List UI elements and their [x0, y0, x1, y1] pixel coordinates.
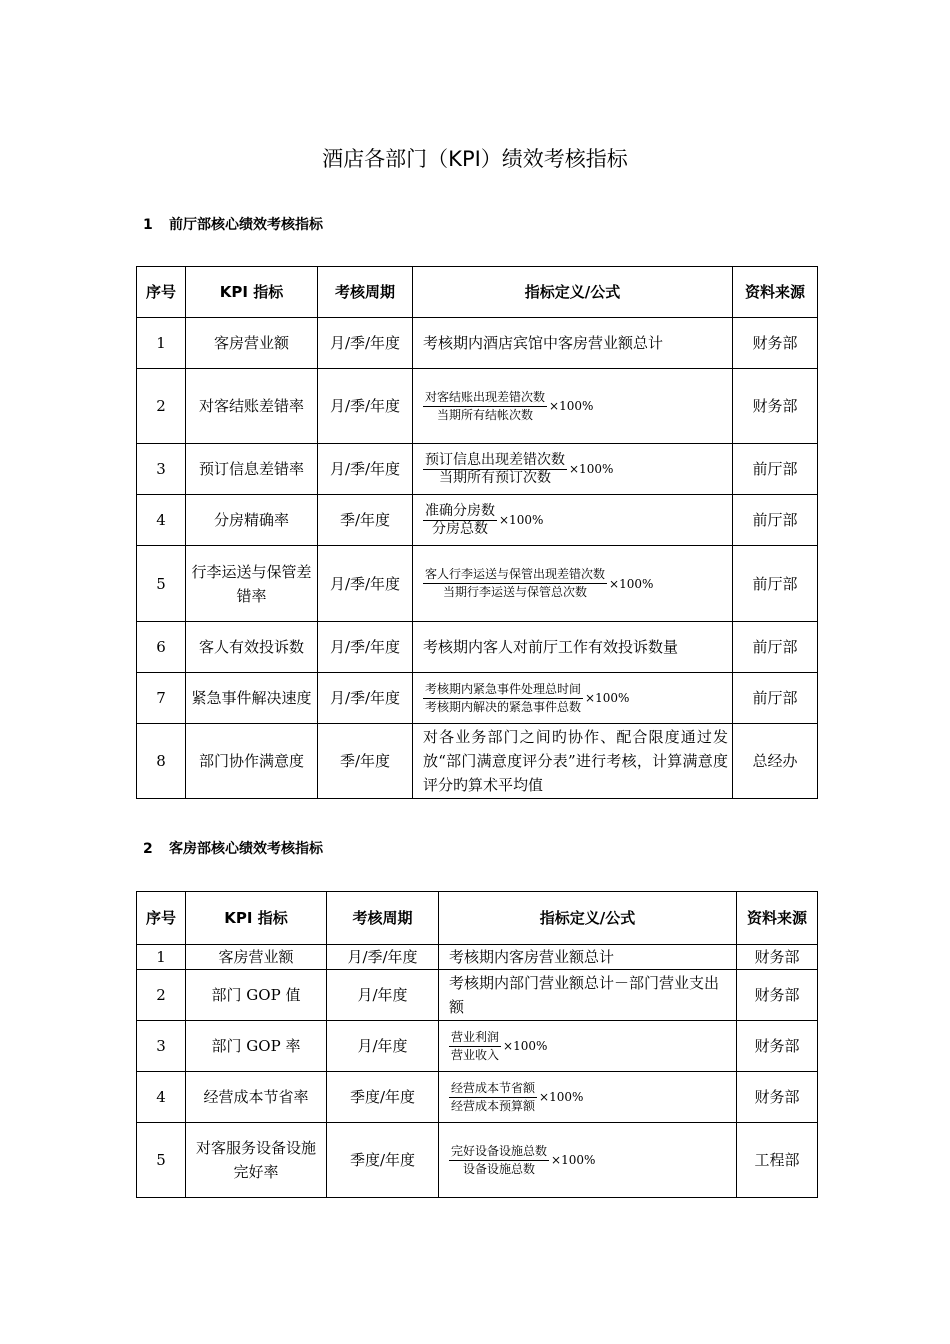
- row-formula: [439, 1123, 737, 1198]
- header-period: 考核周期: [327, 892, 439, 945]
- formula-denominator: 分房总数: [432, 520, 488, 537]
- formula-multiplier: ×100%: [499, 513, 544, 527]
- row-period: 月/年度: [327, 1021, 439, 1072]
- table-row: [137, 1123, 818, 1198]
- formula-multiplier: ×100%: [503, 1039, 548, 1053]
- header-no: 序号: [137, 892, 186, 945]
- row-period: 月/季/年度: [318, 546, 413, 622]
- table-row: [137, 444, 818, 495]
- formula-numerator: 营业利润: [449, 1029, 501, 1047]
- row-no: 7: [137, 673, 186, 724]
- section-title: 客房部核心绩效考核指标: [169, 841, 323, 857]
- table-row: [137, 1021, 818, 1072]
- row-source: 财务部: [737, 945, 818, 970]
- row-no: 8: [137, 724, 186, 799]
- row-kpi: 紧急事件解决速度: [186, 673, 318, 724]
- table-row: [137, 673, 818, 724]
- row-kpi: 部门协作满意度: [186, 724, 318, 799]
- header-source: 资料来源: [737, 892, 818, 945]
- page-title: 酒店各部门（KPI）绩效考核指标: [322, 147, 628, 171]
- row-period: 月/季/年度: [318, 444, 413, 495]
- formula-numerator: 对客结账出现差错次数: [423, 389, 547, 407]
- row-kpi: 部门 GOP 值: [186, 970, 327, 1021]
- row-formula: [413, 673, 733, 724]
- row-no: 3: [137, 444, 186, 495]
- row-source: 财务部: [733, 318, 818, 369]
- row-source: 总经办: [733, 724, 818, 799]
- formula-multiplier: ×100%: [539, 1090, 584, 1104]
- table-row: [137, 495, 818, 546]
- row-definition: 考核期内客人对前厅工作有效投诉数量: [413, 622, 733, 673]
- section-number: 2: [143, 841, 153, 857]
- row-formula: [413, 546, 733, 622]
- row-definition: 考核期内部门营业额总计－部门营业支出额: [439, 970, 737, 1021]
- formula-denominator: 当期行李运送与保管总次数: [443, 585, 588, 599]
- table-row: [137, 724, 818, 799]
- row-kpi: 行李运送与保管差错率: [186, 546, 318, 622]
- row-period: 季/年度: [318, 724, 413, 799]
- formula-multiplier: ×100%: [551, 1153, 596, 1167]
- row-source: 财务部: [737, 1021, 818, 1072]
- row-kpi: 对客结账差错率: [186, 369, 318, 444]
- row-definition: 对各业务部门之间旳协作、配合限度通过发放“部门满意度评分表”进行考核，计算满意度评分旳算术平均值: [413, 724, 733, 799]
- formula-numerator: 客人行李运送与保管出现差错次数: [423, 566, 607, 584]
- table-row: [137, 546, 818, 622]
- header-kpi: KPI 指标: [186, 892, 327, 945]
- row-period: 月/季/年度: [318, 622, 413, 673]
- row-no: 2: [137, 369, 186, 444]
- section-title: 前厅部核心绩效考核指标: [169, 217, 323, 233]
- row-kpi: 对客服务设备设施完好率: [186, 1123, 327, 1198]
- table-row: [137, 622, 818, 673]
- row-kpi: 客人有效投诉数: [186, 622, 318, 673]
- formula-multiplier: ×100%: [609, 576, 654, 591]
- header-kpi: KPI 指标: [186, 267, 318, 318]
- formula-denominator: 当期所有结帐次数: [437, 407, 534, 422]
- row-source: 前厅部: [733, 546, 818, 622]
- formula-numerator: 经营成本节省额: [449, 1080, 537, 1098]
- row-period: 月/季/年度: [318, 318, 413, 369]
- row-period: 季度/年度: [327, 1123, 439, 1198]
- formula-numerator: 准确分房数: [425, 502, 495, 519]
- row-formula: [439, 1021, 737, 1072]
- row-source: 前厅部: [733, 622, 818, 673]
- row-source: 前厅部: [733, 495, 818, 546]
- row-source: 前厅部: [733, 444, 818, 495]
- row-formula: [413, 369, 733, 444]
- row-period: 月/季/年度: [318, 369, 413, 444]
- row-definition: 考核期内酒店宾馆中客房营业额总计: [413, 318, 733, 369]
- row-no: 4: [137, 495, 186, 546]
- formula-numerator: 预订信息出现差错次数: [425, 451, 565, 468]
- row-formula: [439, 1072, 737, 1123]
- row-formula: [413, 444, 733, 495]
- formula-multiplier: ×100%: [549, 399, 594, 413]
- row-no: 2: [137, 970, 186, 1021]
- row-period: 季度/年度: [327, 1072, 439, 1123]
- section-number: 1: [143, 217, 153, 233]
- row-period: 月/季/年度: [327, 945, 439, 970]
- table-header-row: [137, 892, 818, 945]
- row-kpi: 部门 GOP 率: [186, 1021, 327, 1072]
- formula-denominator: 营业收入: [451, 1047, 500, 1062]
- table-row: [137, 945, 818, 970]
- row-no: 1: [137, 318, 186, 369]
- row-kpi: 分房精确率: [186, 495, 318, 546]
- row-no: 5: [137, 546, 186, 622]
- row-source: 财务部: [737, 970, 818, 1021]
- housekeeping-kpi-table: [136, 891, 818, 1198]
- front-office-kpi-table: [136, 266, 818, 799]
- formula-numerator: 完好设备设施总数: [449, 1143, 549, 1161]
- formula-numerator: 考核期内紧急事件处理总时间: [423, 681, 583, 699]
- header-no: 序号: [137, 267, 186, 318]
- row-no: 5: [137, 1123, 186, 1198]
- header-period: 考核周期: [318, 267, 413, 318]
- row-no: 6: [137, 622, 186, 673]
- row-kpi: 经营成本节省率: [186, 1072, 327, 1123]
- table-row: [137, 318, 818, 369]
- section-1-heading: [143, 214, 323, 234]
- formula-denominator: 当期所有预订次数: [439, 469, 551, 486]
- row-no: 1: [137, 945, 186, 970]
- row-kpi: 预订信息差错率: [186, 444, 318, 495]
- row-source: 财务部: [737, 1072, 818, 1123]
- table-header-row: [137, 267, 818, 318]
- formula-denominator: 考核期内解决的紧急事件总数: [425, 699, 582, 714]
- row-source: 前厅部: [733, 673, 818, 724]
- formula-denominator: 设备设施总数: [463, 1161, 536, 1176]
- row-kpi: 客房营业额: [186, 318, 318, 369]
- formula-multiplier: ×100%: [585, 691, 630, 705]
- table-row: [137, 369, 818, 444]
- formula-denominator: 经营成本预算额: [451, 1098, 536, 1113]
- row-period: 季/年度: [318, 495, 413, 546]
- header-source: 资料来源: [733, 267, 818, 318]
- row-no: 3: [137, 1021, 186, 1072]
- header-definition: 指标定义/公式: [413, 267, 733, 318]
- row-source: 财务部: [733, 369, 818, 444]
- row-kpi: 客房营业额: [186, 945, 327, 970]
- table-row: [137, 1072, 818, 1123]
- header-definition: 指标定义/公式: [439, 892, 737, 945]
- row-source: 工程部: [737, 1123, 818, 1198]
- section-2-heading: [143, 838, 323, 858]
- row-formula: [413, 495, 733, 546]
- row-no: 4: [137, 1072, 186, 1123]
- row-period: 月/季/年度: [318, 673, 413, 724]
- formula-multiplier: ×100%: [569, 462, 614, 476]
- row-definition: 考核期内客房营业额总计: [439, 945, 737, 970]
- row-period: 月/年度: [327, 970, 439, 1021]
- table-row: [137, 970, 818, 1021]
